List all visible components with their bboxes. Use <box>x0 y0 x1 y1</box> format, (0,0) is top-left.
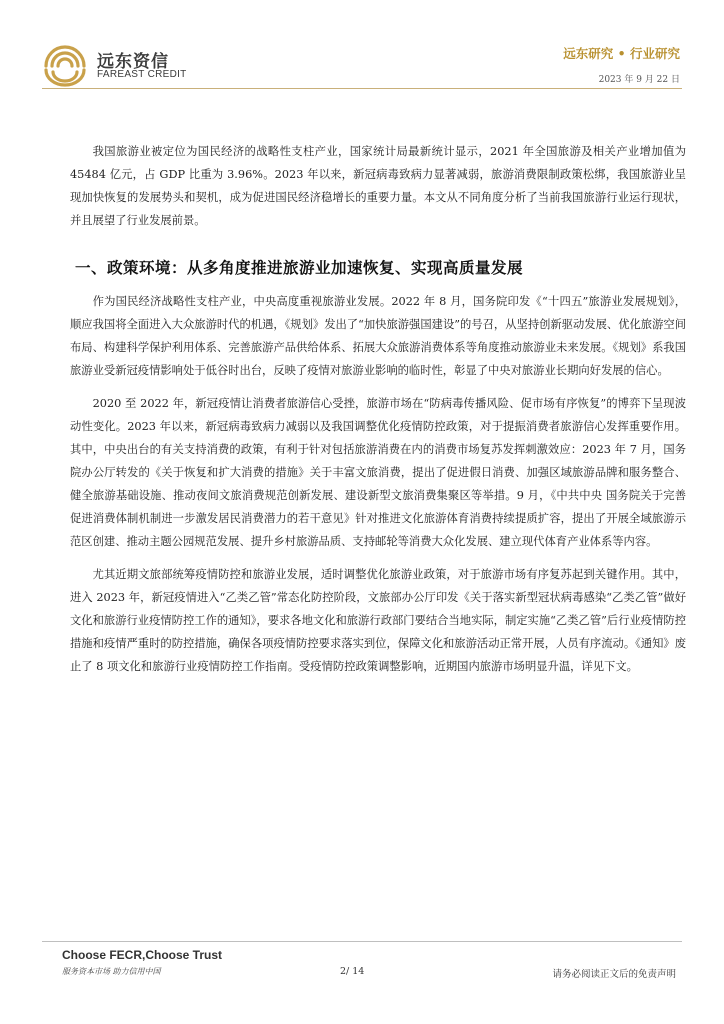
header-divider <box>42 88 682 89</box>
footer-divider <box>42 941 682 942</box>
company-logo <box>42 44 212 88</box>
fareast-logo-icon <box>42 44 88 88</box>
page-header <box>0 0 724 100</box>
report-date: 2023 年 9 月 22 日 <box>598 75 680 85</box>
brand-name-cn: 远东资信 <box>97 52 169 72</box>
report-series: 远东研究 • 行业研究 <box>563 46 680 61</box>
intro-paragraph: 我国旅游业被定位为国民经济的战略性支柱产业，国家统计局最新统计显示，2021 年全国旅游及相关产业增加值为 45484 亿元，占 GDP 比重为 3.96%。2023 年以来，新冠病毒致病力显著减弱，旅游消费限制政策松绑，我国旅游业呈现加快恢复的发展势头和契机，成为促进国民经济稳增长的重要力量。本文从不同角度分析了当前我国旅游行业运行现状，并且展望了行业发展前景。 <box>70 145 686 227</box>
disclaimer-note: 请务必阅读正文后的免责声明 <box>552 969 676 980</box>
brand-name-en: FAREAST CREDIT <box>97 69 187 80</box>
section-1-paragraph-1: 作为国民经济战略性支柱产业，中央高度重视旅游业发展。2022 年 8 月，国务院印发《“十四五”旅游业发展规划》，顺应我国将全面进入大众旅游时代的机遇，《规划》发出了“加快旅游强国建设”的号召，从坚持创新驱动发展、优化旅游空间布局、构建科学保护利用体系、完善旅游产品供给体系、拓展大众旅游消费体系等角度推动旅游业未来发展。《规划》系我国旅游业受新冠疫情影响处于低谷时出台，反映了疫情对旅游业影响的临时性，彰显了中央对旅游业长期向好发展的信心。 <box>70 295 686 377</box>
section-1-title: 一、政策环境：从多角度推进旅游业加速恢复、实现高质量发展 <box>75 259 524 277</box>
report-body <box>70 140 686 678</box>
section-1-paragraph-3: 尤其近期文旅部统筹疫情防控和旅游业发展，适时调整优化旅游业政策，对于旅游市场有序复苏起到关键作用。其中，进入 2023 年，新冠疫情进入“乙类乙管”常态化防控阶段，文旅部办公厅印发《关于落实新型冠状病毒感染“乙类乙管”做好文化和旅游行业疫情防控工作的通知》，要求各地文化和旅游行政部门要结合当地实际，制定实施“乙类乙管”后行业疫情防控措施和疫情严重时的防控措施，确保各项疫情防控要求落实到位，保障文化和旅游活动正常开展，人员有序流动。《通知》废止了 8 项文化和旅游行业疫情防控工作指南。受疫情防控政策调整影响，近期国内旅游市场明显升温，详见下文。 <box>70 568 686 673</box>
page-number: 2/ 14 <box>340 966 365 977</box>
footer-slogan: Choose FECR,Choose Trust <box>62 948 223 962</box>
footer-tagline: 服务资本市场 助力信用中国 <box>62 967 161 976</box>
section-1-paragraph-2: 2020 至 2022 年，新冠疫情让消费者旅游信心受挫，旅游市场在“防病毒传播风险、促市场有序恢复”的博弈下呈现波动性变化。2023 年以来，新冠病毒致病力减弱以及我国调整优化疫情防控政策，对于提振消费者旅游信心发挥重要作用。其中，中央出台的有关支持消费的政策，有利于针对包括旅游消费在内的消费市场复苏发挥刺激效应：2023 年 7 月，国务院办公厅转发的《关于恢复和扩大消费的措施》关于丰富文旅消费，提出了促进假日消费、加强区域旅游品牌和服务整合、健全旅游基础设施、推动夜间文旅消费规范创新发展、建设新型文旅消费集聚区等举措。9 月，《中共中央 国务院关于完善促进消费体制机制进一步激发居民消费潜力的若干意见》针对推进文化旅游体育消费持续提质扩容，提出了开展全域旅游示范区创建、推动主题公园规范发展、提升乡村旅游品质、支持邮轮等消费大众化发展、建立现代体育产业体系等内容。 <box>70 397 686 548</box>
